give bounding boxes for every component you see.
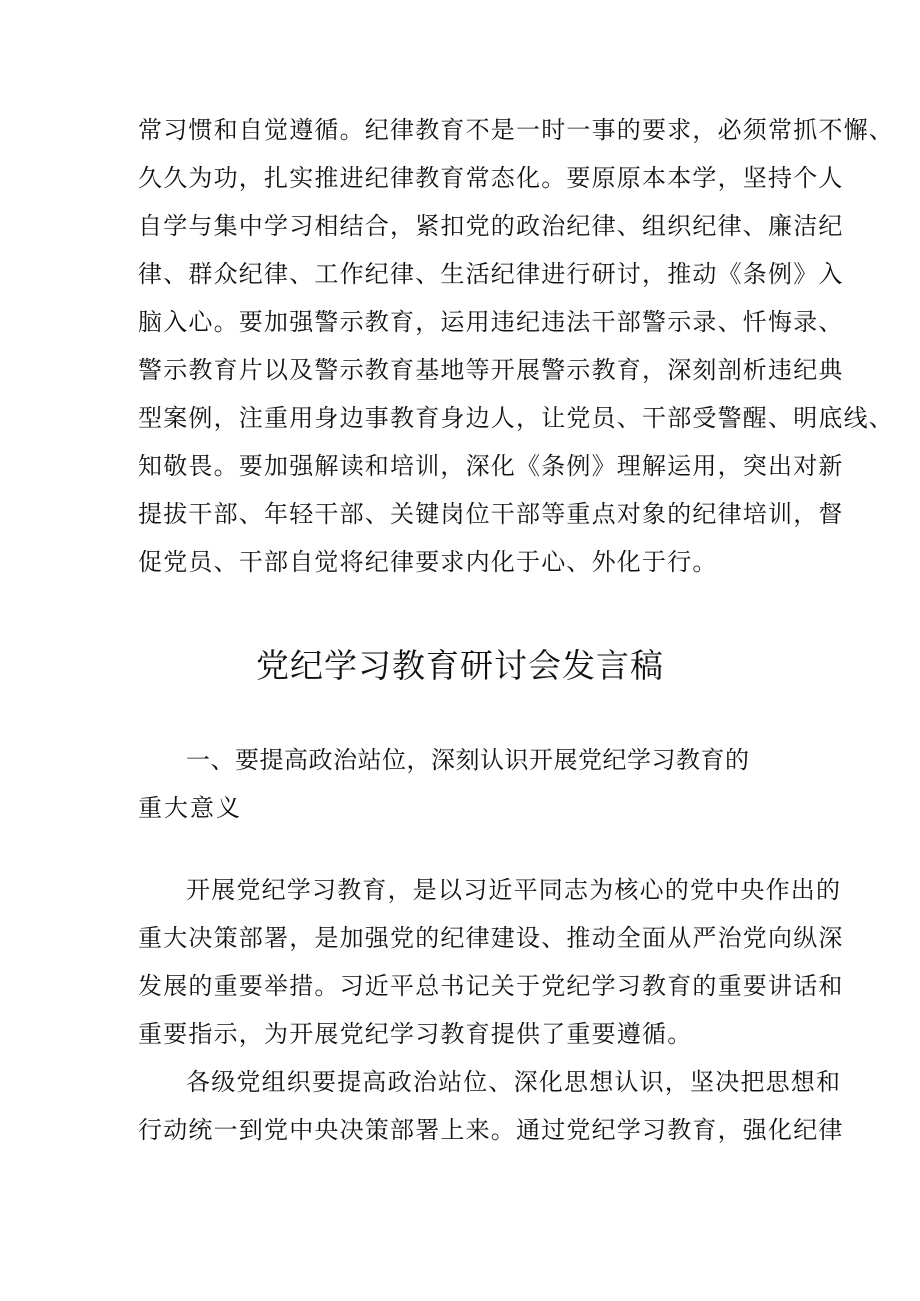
paragraph-line: 型案例，注重用身边事教育身边人，让党员、干部受警醒、明底线、 <box>138 404 894 432</box>
paragraph-line: 行动统一到党中央决策部署上来。通过党纪学习教育，强化纪律 <box>138 1116 844 1144</box>
document-title: 党纪学习教育研讨会发言稿 <box>256 646 664 685</box>
paragraph-line: 脑入心。要加强警示教育，运用违纪违法干部警示录、忏悔录、 <box>138 308 844 336</box>
paragraph-line: 促党员、干部自觉将纪律要求内化于心、外化于行。 <box>138 548 718 576</box>
paragraph-line: 律、群众纪律、工作纪律、生活纪律进行研讨，推动《条例》入 <box>138 260 844 288</box>
paragraph-line: 久久为功，扎实推进纪律教育常态化。要原原本本学，坚持个人 <box>138 164 844 192</box>
paragraph-2 <box>138 1058 844 1154</box>
paragraph-line: 各级党组织要提高政治站位、深化思想认识，坚决把思想和 <box>186 1068 842 1096</box>
paragraph-line: 警示教育片以及警示教育基地等开展警示教育，深刻剖析违纪典 <box>138 356 844 384</box>
top-paragraph <box>138 106 894 586</box>
paragraph-line: 提拔干部、年轻干部、关键岗位干部等重点对象的纪律培训，督 <box>138 500 844 528</box>
paragraph-line: 重大决策部署，是加强党的纪律建设、推动全面从严治党向纵深 <box>138 924 844 952</box>
paragraph-line: 自学与集中学习相结合，紧扣党的政治纪律、组织纪律、廉洁纪 <box>138 212 844 240</box>
paragraph-line: 重要指示，为开展党纪学习教育提供了重要遵循。 <box>138 1020 693 1048</box>
section-heading-line: 重大意义 <box>138 794 242 822</box>
section-heading <box>138 736 798 832</box>
paragraph-line: 发展的重要举措。习近平总书记关于党纪学习教育的重要讲话和 <box>138 972 844 1000</box>
section-heading-line: 一、要提高政治站位，深刻认识开展党纪学习教育的 <box>186 746 750 774</box>
paragraph-1 <box>138 866 844 1058</box>
paragraph-line: 常习惯和自觉遵循。纪律教育不是一时一事的要求，必须常抓不懈、 <box>138 116 894 144</box>
paragraph-line: 知敬畏。要加强解读和培训，深化《条例》理解运用，突出对新 <box>138 452 844 480</box>
paragraph-line: 开展党纪学习教育，是以习近平同志为核心的党中央作出的 <box>186 876 842 904</box>
